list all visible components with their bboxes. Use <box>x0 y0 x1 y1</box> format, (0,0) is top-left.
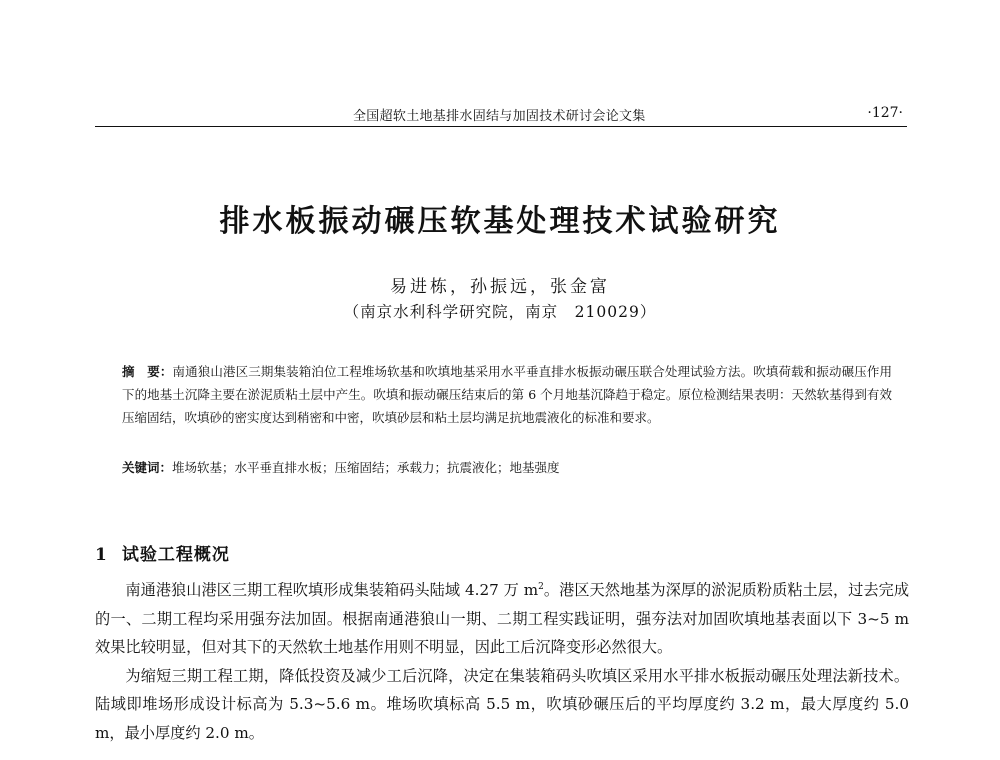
body-text <box>95 576 909 747</box>
section-heading <box>95 540 230 565</box>
journal-title: 全国超软土地基排水固结与加固技术研讨会论文集 <box>353 109 646 124</box>
paragraph-2: 为缩短三期工程工期，降低投资及减少工后沉降，决定在集装箱码头吹填区采用水平排水板振动碾压处理法新技术。陆域即堆场形成设计标高为 5.3~5.6 m。堆场吹填标高 5.5 m，吹填砂碾压后的平均厚度约 3.2 m，最大厚度约 5.0 m，最小厚度约 2.0 m。 <box>95 666 909 742</box>
section-title: 试验工程概况 <box>121 545 230 565</box>
paragraph-1-text-b: 。港区天然地基为深厚的淤泥质粉质粘土层，过去完成的一、二期工程均采用强夯法加固。根据南通港狼山一期、二期工程实践证明，强夯法对加固吹填地基表面以下 3~5 m 效果比较明显，但对其下的天然软土地基作用则不明显，因此工后沉降变形必然很大。 <box>95 581 910 656</box>
keywords-label: 关键词： <box>122 460 173 475</box>
paper-title: 排水板振动碾压软基处理技术试验研究 <box>219 204 781 239</box>
header-rule <box>95 126 907 127</box>
section-number: 1 <box>95 545 108 565</box>
running-header <box>95 103 905 125</box>
superscript: 2 <box>538 581 544 592</box>
abstract <box>122 360 892 429</box>
keywords-text: 堆场软基；水平垂直排水板；压缩固结；承载力；抗震液化；地基强度 <box>172 460 560 475</box>
keywords <box>122 456 892 479</box>
abstract-label: 摘 要： <box>122 364 173 379</box>
author-list: 易进栋，孙振远，张金富 <box>390 277 610 297</box>
affiliation: （南京水利科学研究院，南京 210029） <box>343 303 657 321</box>
page-number: ·127· <box>867 105 903 121</box>
abstract-text: 南通狼山港区三期集装箱泊位工程堆场软基和吹填地基采用水平垂直排水板振动碾压联合处理试验方法。吹填荷载和振动碾压作用下的地基土沉降主要在淤泥质粘土层中产生。吹填和振动碾压结束后的第 6 个月地基沉降趋于稳定。原位检测结果表明：天然软基得到有效压缩固结，吹填砂的密实度达到稍密和中密，吹填砂层和粘土层均满足抗地震液化的标准和要求。 <box>122 364 892 425</box>
paragraph-1-text-a: 南通港狼山港区三期工程吹填形成集装箱码头陆域 4.27 万 m <box>125 581 539 599</box>
paragraph-1 <box>95 576 909 662</box>
